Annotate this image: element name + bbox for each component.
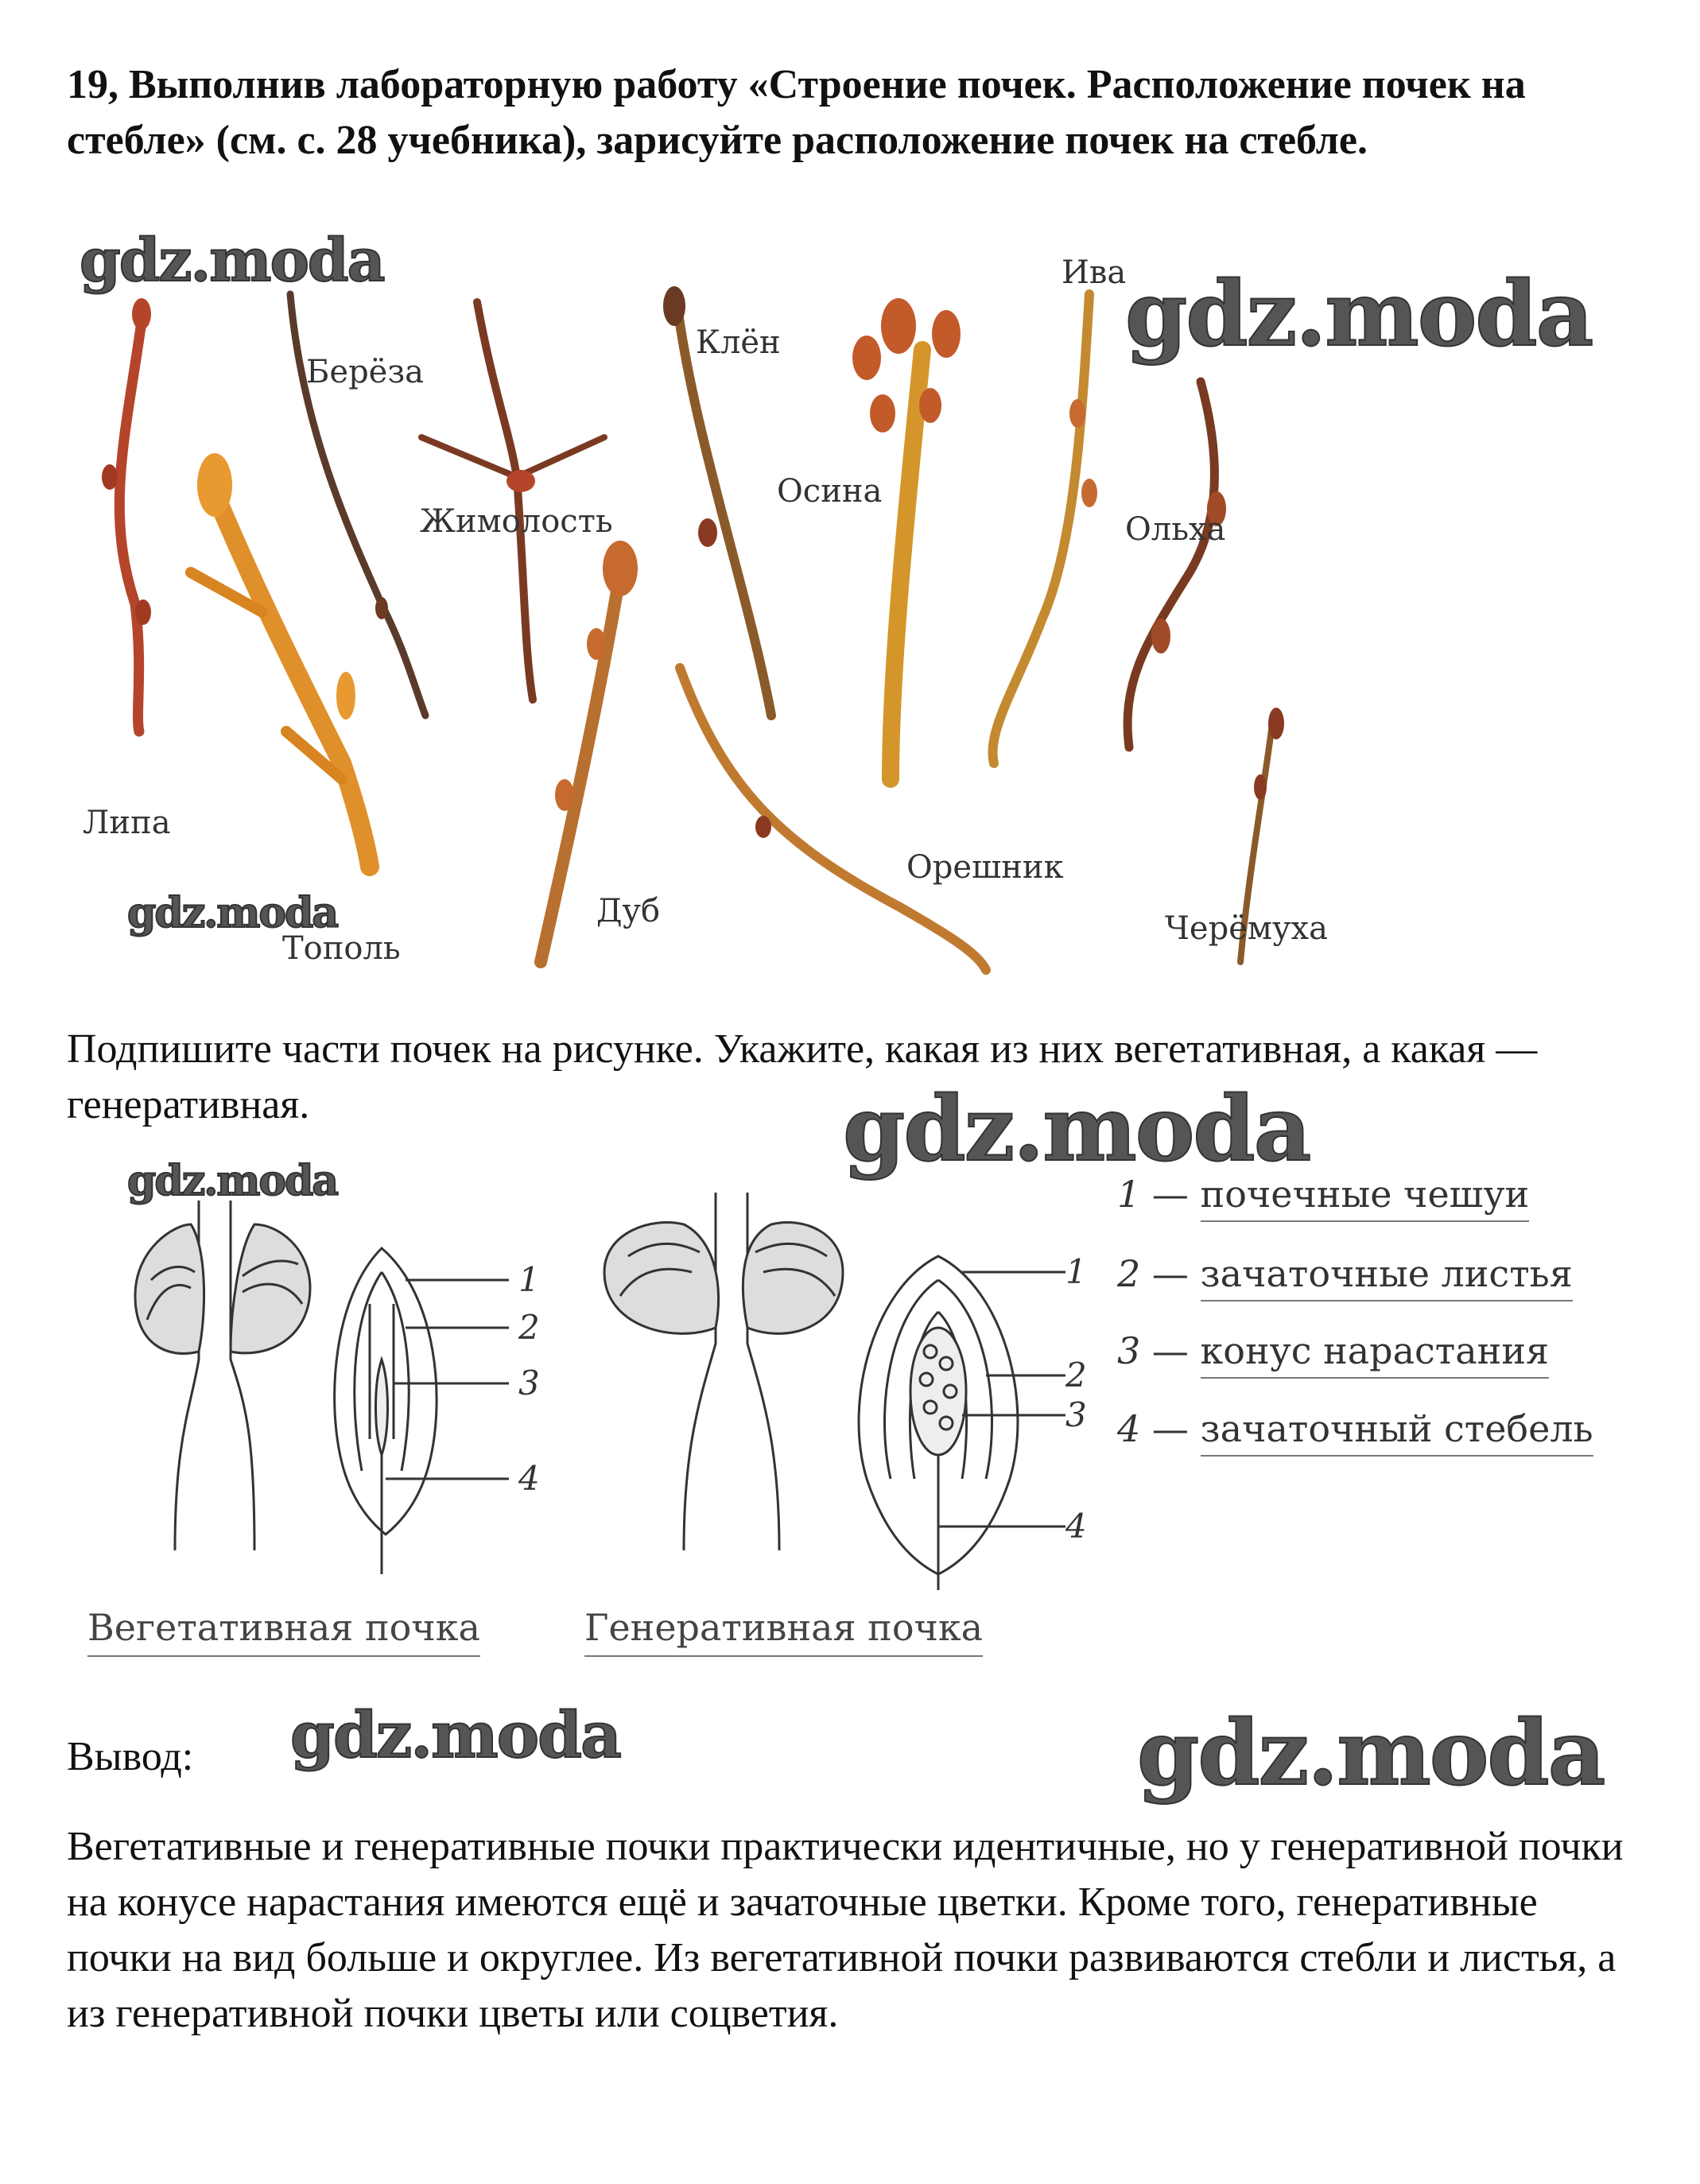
watermark: gdz.moda xyxy=(80,227,384,295)
legend-row-4 xyxy=(1117,1407,1593,1457)
conclusion-text: Вегетативные и генеративные почки практически идентичные, но у генеративной почки на конусе нарастания имеются ещё и зачаточные цветки. Кроме того, генеративные почки на вид больше и округлее. Из вегетативной почки развиваются стебли и листья, а из генеративной почки цветы или соцветия. xyxy=(67,1824,1624,2036)
callout-2-generative: 2 xyxy=(1065,1356,1087,1395)
legend-num: 4 xyxy=(1117,1407,1141,1450)
label-iva: Ива xyxy=(1062,254,1127,291)
callout-1-vegetative: 1 xyxy=(518,1260,540,1299)
twig-zhimolost xyxy=(477,302,533,700)
label-topol: Тополь xyxy=(282,930,401,967)
label-lipa: Липа xyxy=(83,805,171,841)
vegetative-bud-drawing xyxy=(111,1201,557,1582)
watermark: gdz.moda xyxy=(127,889,338,937)
label-zhimolost: Жимолость xyxy=(420,503,613,540)
twigs-illustration xyxy=(64,270,1336,986)
callout-3-vegetative: 3 xyxy=(518,1364,540,1402)
callout-3-generative: 3 xyxy=(1065,1395,1087,1434)
prompt-text: Подпишите части почек на рисунке. Укажите, какая из них вегетативная, а какая — генеративная. xyxy=(67,1026,1538,1127)
twig-olha xyxy=(1128,382,1214,747)
legend-text: зачаточные листья xyxy=(1201,1252,1573,1301)
watermark: gdz.moda xyxy=(290,1697,620,1772)
legend-text: конус нарастания xyxy=(1201,1329,1549,1379)
watermark: gdz.moda xyxy=(127,1157,338,1205)
legend-row-2 xyxy=(1117,1252,1573,1301)
legend-dash: — xyxy=(1151,1407,1189,1450)
callout-4-generative: 4 xyxy=(1065,1507,1087,1546)
label-oreshnik: Орешник xyxy=(906,849,1064,886)
legend-row-3 xyxy=(1117,1329,1549,1379)
label-olha: Ольха xyxy=(1125,511,1226,548)
watermark: gdz.moda xyxy=(1125,262,1593,367)
legend-dash: — xyxy=(1151,1252,1189,1295)
legend-num: 2 xyxy=(1117,1252,1141,1295)
twig-oreshnik xyxy=(680,668,986,970)
generative-bud-drawing xyxy=(588,1193,1097,1590)
vegetative-bud-title: Вегетативная почка xyxy=(87,1606,480,1657)
watermark: gdz.moda xyxy=(843,1077,1310,1181)
label-osina: Осина xyxy=(777,473,883,510)
callout-4-vegetative: 4 xyxy=(518,1459,540,1498)
callout-1-generative: 1 xyxy=(1065,1252,1087,1291)
callout-2-vegetative: 2 xyxy=(518,1308,540,1347)
watermark: gdz.moda xyxy=(1137,1701,1605,1806)
twig-lipa xyxy=(119,310,143,731)
label-bereza: Берёза xyxy=(306,354,425,390)
legend-num: 3 xyxy=(1117,1329,1141,1372)
legend-row-1 xyxy=(1117,1173,1529,1222)
legend-dash: — xyxy=(1151,1173,1189,1216)
legend-num: 1 xyxy=(1117,1173,1141,1216)
task-text: 19, Выполнив лабораторную работу «Строение почек. Расположение почек на стебле» (см. с. 28 учебника), зарисуйте расположение почек на стебле. xyxy=(67,62,1526,163)
legend-dash: — xyxy=(1151,1329,1189,1372)
generative-bud-title: Генеративная почка xyxy=(584,1606,983,1657)
twig-iva xyxy=(992,294,1089,763)
legend-text: зачаточный стебель xyxy=(1201,1407,1593,1457)
conclusion-label: Вывод: xyxy=(67,1734,194,1779)
twig-osina xyxy=(891,350,922,779)
label-cheremuha: Черёмуха xyxy=(1165,910,1328,947)
legend-text: почечные чешуи xyxy=(1201,1173,1530,1222)
label-dub: Дуб xyxy=(596,893,661,929)
label-klyon: Клён xyxy=(696,324,781,361)
